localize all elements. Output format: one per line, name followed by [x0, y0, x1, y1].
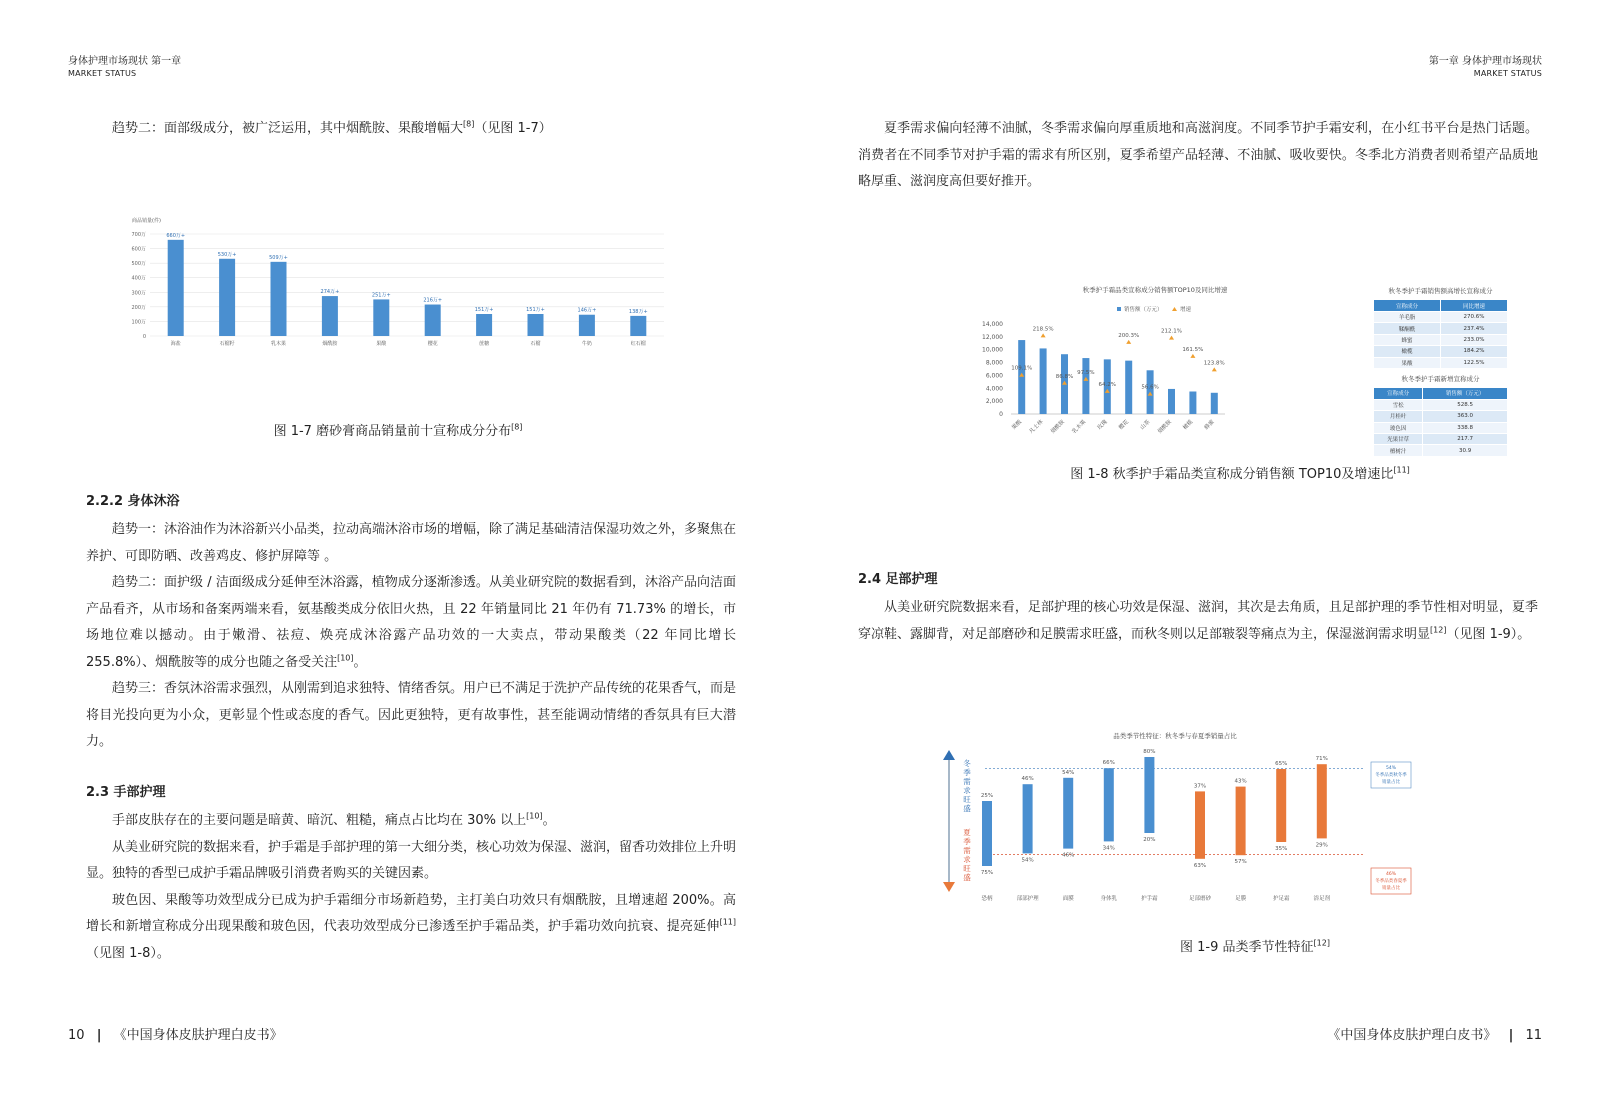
foot-p1-text: 从美业研究院数据来看，足部护理的核心功效是保湿、滋润，其次是去角质，且足部护理的季节性相对明显，夏季穿凉鞋、露脚背，对足部磨砂和足膜需求旺盛，而秋冬则以足部皲裂等痛点为主，保湿滋润需求明显	[858, 600, 1538, 642]
bar	[1082, 358, 1089, 414]
y-tick-label: 500万	[131, 261, 146, 268]
table-cell: 玻色因	[1374, 422, 1423, 433]
table-cell: 果酸	[1374, 357, 1441, 368]
x-tick-label: 红石榴	[630, 341, 646, 347]
hand-p1-end: 。	[542, 813, 556, 828]
x-tick-label: 恐柄	[981, 896, 993, 902]
axis-top-char: 求	[963, 786, 971, 795]
table-cell: 光果甘草	[1374, 434, 1423, 445]
y-tick-label: 2,000	[985, 398, 1003, 406]
ref-mark: [10]	[337, 653, 354, 663]
note-bottom-text: 46%	[1385, 872, 1397, 877]
growth-label: 64.2%	[1098, 381, 1117, 388]
table-cell: 233.0%	[1441, 334, 1508, 345]
fig7-caption	[118, 420, 678, 439]
axis-top-char: 冬	[963, 759, 971, 768]
aw-label: 66%	[1102, 760, 1115, 767]
ref-mark: [11]	[1393, 465, 1410, 475]
table-header-cell: 宣称成分	[1374, 387, 1423, 399]
bath-p1: 趋势一：沐浴油作为沐浴新兴小品类，拉动高端沐浴市场的增幅，除了满足基础清洁保湿功效之外，多聚焦在养护、可即防晒、改善鸡皮、修护屏障等 。	[86, 522, 737, 564]
table-cell: 蜂蜜	[1374, 334, 1441, 345]
axis-bottom-char: 需	[963, 846, 971, 855]
ref-mark: [8]	[511, 422, 523, 432]
y-tick-label: 4,000	[985, 385, 1003, 393]
right-header-subtitle: MARKET STATUS	[1473, 69, 1542, 78]
table-cell: 羊毛脂	[1374, 312, 1441, 323]
bar	[1063, 778, 1073, 849]
fig9-chart	[935, 728, 1425, 908]
x-tick-label: 山茶	[1139, 419, 1152, 432]
table-cell: 雪松	[1374, 399, 1423, 410]
growth-label: 212.1%	[1161, 328, 1182, 335]
fig8-caption-text: 图 1-8 秋季护手霜品类宣称成分销售额 TOP10及增速比	[1070, 467, 1394, 482]
trend2-text: 趋势二：面部级成分，被广泛运用，其中烟酰胺、果酸增幅大	[112, 121, 464, 136]
axis-bottom-char: 夏	[963, 828, 971, 837]
ss-label: 46%	[1062, 852, 1075, 859]
x-tick-label: 蔗糖	[479, 341, 490, 347]
new-ingredient-table	[1373, 387, 1508, 457]
growth-label: 86.8%	[1055, 373, 1074, 380]
left-footer-book-title: 《中国身体皮肤护理白皮书》	[113, 1028, 283, 1043]
bar	[1211, 393, 1218, 414]
y-tick-label: 100万	[131, 319, 146, 326]
axis-bottom-char: 季	[963, 837, 971, 846]
table-header-cell: 同比增速	[1441, 300, 1508, 312]
hand-p3-text: 玻色因、果酸等功效型成分已成为护手霜细分市场新趋势，主打美白功效只有烟酰胺，且增速超 200%。高增长和新增宣称成分出现果酸和玻色因，代表功效型成分已渗透至护手霜品类，护手霜功效向抗衰、提亮延伸	[86, 892, 736, 934]
x-tick-label: 牛奶	[581, 341, 592, 347]
fig8-tables	[1373, 284, 1508, 462]
fig9-caption	[905, 936, 1605, 955]
growth-table-title: 秋冬季护手霜销售额高增长宣称成分	[1388, 287, 1493, 295]
bar	[579, 315, 595, 336]
x-tick-label: 烟酰胺	[1156, 419, 1173, 436]
left-footer	[68, 1024, 283, 1043]
bar	[630, 316, 646, 336]
hand-p1	[86, 808, 736, 835]
y-tick-label: 0	[142, 334, 146, 340]
x-tick-label: 护足霜	[1272, 896, 1290, 902]
table-cell: 363.0	[1423, 411, 1508, 422]
table-cell: 檀树汁	[1374, 445, 1423, 456]
x-tick-label: 橄榄	[1182, 419, 1195, 432]
growth-label: 218.5%	[1032, 326, 1054, 333]
x-tick-label: 身体乳	[1100, 896, 1118, 902]
table-row	[1374, 434, 1508, 445]
growth-label: 109.1%	[1011, 365, 1033, 372]
bar	[1236, 787, 1246, 856]
bar	[1023, 784, 1033, 853]
aw-label: 43%	[1234, 778, 1247, 785]
axis-top-char: 盛	[963, 804, 971, 813]
growth-label: 123.8%	[1203, 360, 1225, 367]
ref-mark: [11]	[719, 917, 736, 927]
chart-title: 秋季护手霜品类宣称成分销售额TOP10及同比增速	[1082, 286, 1228, 294]
bar	[1040, 348, 1047, 414]
chart-title: 品类季节性特征：秋冬季与春夏季销量占比	[1113, 732, 1237, 740]
bath-paragraphs	[86, 517, 736, 756]
left-header-subtitle: MARKET STATUS	[68, 69, 137, 78]
fig9-caption-text: 图 1-9 品类季节性特征	[1180, 940, 1314, 955]
legend-swatch-growth	[1172, 307, 1177, 311]
y-tick-label: 8,000	[985, 359, 1003, 367]
table-cell: 338.8	[1423, 422, 1508, 433]
y-tick-label: 10,000	[982, 346, 1003, 354]
aw-label: 37%	[1193, 783, 1207, 790]
x-tick-label: 玫瑰	[1096, 419, 1109, 432]
growth-marker	[1169, 336, 1174, 340]
ss-label: 54%	[1021, 857, 1034, 864]
season-arrow-down	[943, 882, 955, 892]
hand-p3	[86, 888, 736, 968]
aw-label: 80%	[1143, 749, 1156, 755]
x-tick-label: 烟酰胺	[1049, 419, 1066, 436]
x-tick-label: 凡士林	[1028, 419, 1045, 436]
fig8-caption	[905, 463, 1575, 482]
x-tick-label: 面膜	[1062, 896, 1074, 902]
bar	[1276, 769, 1286, 842]
growth-marker	[1212, 367, 1217, 371]
right-header	[1429, 56, 1542, 80]
table-cell: 橄榄	[1374, 346, 1441, 357]
right-page-number: 11	[1525, 1028, 1542, 1043]
bar	[476, 314, 492, 336]
data-label: 660万+	[166, 232, 186, 239]
note-top-text: 54%	[1385, 766, 1397, 771]
table-header-cell: 销售额（万元）	[1423, 387, 1508, 399]
aw-label: 25%	[980, 793, 994, 799]
hand-p1-text: 手部皮肤存在的主要问题是暗黄、暗沉、粗糙，痛点占比均在 30% 以上	[112, 813, 527, 828]
y-tick-label: 300万	[131, 290, 146, 297]
table-cell: 月桂叶	[1374, 411, 1423, 422]
right-footer	[1327, 1024, 1542, 1043]
aw-label: 46%	[1021, 776, 1034, 783]
season-paragraph	[858, 116, 1538, 196]
table-row	[1374, 422, 1508, 433]
growth-label: 200.3%	[1118, 332, 1140, 339]
x-tick-label: 蜂蜜	[1203, 419, 1216, 432]
bar	[1189, 392, 1196, 415]
bar	[1168, 389, 1175, 414]
aw-label: 54%	[1062, 769, 1075, 776]
x-tick-label: 石榴籽	[219, 341, 235, 347]
bar	[271, 262, 287, 336]
data-label: 138万+	[628, 308, 648, 315]
bar	[322, 296, 338, 336]
section-2-4-title: 2.4 足部护理	[858, 572, 938, 587]
x-tick-label: 乳木果	[1071, 419, 1088, 436]
table-row	[1374, 323, 1508, 334]
left-header-title: 身体护理市场现状 第一章	[68, 56, 182, 67]
bar	[1104, 768, 1114, 841]
y-tick-label: 400万	[131, 275, 146, 282]
growth-marker	[1190, 354, 1195, 358]
trend2-after: （见图 1-7）	[474, 121, 552, 136]
bath-p3: 趋势三：香氛沐浴需求强烈，从刚需到追求独特、情绪香氛。用户已不满足于洗护产品传统的花果香气，而是将目光投向更为小众，更彰显个性或态度的香气。因此更独特，更有故事性，甚至能调动情绪的香氛具有巨大潜力。	[86, 681, 737, 749]
bar	[219, 259, 235, 336]
ss-label: 34%	[1102, 845, 1115, 852]
table-row	[1374, 399, 1508, 410]
x-tick-label: 乳木果	[270, 341, 287, 347]
axis-top-char: 旺	[963, 795, 971, 804]
footer-separator: |	[1508, 1028, 1514, 1043]
aw-label: 65%	[1275, 761, 1288, 767]
growth-label: 56.6%	[1141, 384, 1159, 391]
y-axis-label: 商品销量(件)	[132, 218, 161, 224]
bar	[1125, 361, 1132, 414]
data-label: 274万+	[320, 289, 340, 296]
x-tick-label: 足部磨砂	[1188, 896, 1212, 902]
y-tick-label: 600万	[131, 246, 146, 253]
note-top-text: 冬季品类秋冬季	[1375, 773, 1407, 778]
axis-bottom-char: 求	[963, 855, 971, 864]
season-arrow-up	[943, 750, 955, 760]
ss-label: 20%	[1143, 837, 1156, 843]
bar	[1317, 764, 1327, 838]
legend-label: 增速	[1180, 307, 1192, 313]
x-tick-label: 石榴	[530, 341, 541, 347]
bar	[373, 299, 389, 336]
x-tick-label: 护手霜	[1141, 896, 1158, 902]
season-p1: 夏季需求偏向轻薄不油腻，冬季需求偏向厚重质地和高滋润度。不同季节护手霜安利，在小红书平台是热门话题。消费者在不同季节对护手霜的需求有所区别，夏季希望产品轻薄、不油腻、吸收要快。冬季北方消费者则希望产品质地略厚重、滋润度高但要好推开。	[858, 121, 1538, 189]
growth-label: 161.5%	[1182, 346, 1204, 353]
section-2-2-2-title: 2.2.2 身体沐浴	[86, 494, 180, 509]
axis-top-char: 需	[963, 777, 971, 786]
table-cell: 30.9	[1423, 445, 1508, 456]
fig8-chart	[967, 282, 1367, 457]
table-header-cell: 宣称成分	[1374, 300, 1441, 312]
table-row	[1374, 357, 1508, 368]
growth-table	[1373, 299, 1508, 369]
bath-p2-text: 趋势二：面护级 / 洁面级成分延伸至沐浴露，植物成分逐渐渗透。从美业研究院的数据看到，沐浴产品向洁面产品看齐，从市场和备案两端来看，氨基酸类成分依旧火热，且 22 年销量同比 21 年仍有 71.73% 的增长，市场地位难以撼动。由于嫩滑、祛痘、焕亮成沐浴露产品功效的一大卖点，带动果酸类（22 年同比增长 255.8%）、烟酰胺等的成分也随之备受关注	[86, 575, 736, 670]
table-cell: 鞣酮酰	[1374, 323, 1441, 334]
axis-bottom-char: 旺	[963, 864, 971, 873]
x-tick-label: 果酸	[1011, 419, 1024, 432]
x-tick-label: 浴足剂	[1313, 896, 1331, 902]
table-row	[1374, 445, 1508, 456]
growth-label: 97.5%	[1077, 369, 1095, 376]
legend-swatch-sales	[1117, 307, 1121, 311]
ref-mark: [12]	[1430, 625, 1447, 635]
left-header	[68, 56, 181, 80]
y-tick-label: 14,000	[982, 321, 1003, 328]
data-label: 146万+	[577, 307, 597, 314]
note-bottom-text: 冬季品类春夏季	[1375, 879, 1407, 884]
growth-marker	[1041, 333, 1046, 337]
data-label: 151万+	[474, 306, 494, 313]
data-label: 151万+	[526, 306, 545, 313]
x-tick-label: 海盐	[170, 341, 181, 347]
ss-label: 57%	[1234, 859, 1247, 866]
y-tick-label: 0	[999, 411, 1003, 418]
x-tick-label: 烟酰胺	[322, 341, 338, 347]
left-page-number: 10	[68, 1028, 85, 1043]
right-footer-book-title: 《中国身体皮肤护理白皮书》	[1327, 1028, 1497, 1043]
table-cell: 528.5	[1423, 399, 1508, 410]
x-tick-label: 果酸	[376, 341, 387, 347]
note-top-text: 销量占比	[1382, 780, 1400, 785]
footer-separator: |	[96, 1028, 102, 1043]
bath-p2-end: 。	[353, 654, 367, 670]
bar	[982, 801, 992, 866]
table-row	[1374, 411, 1508, 422]
ss-label: 29%	[1315, 842, 1328, 849]
axis-top-char: 季	[963, 768, 971, 777]
fig7-chart	[118, 172, 678, 402]
table-row	[1374, 312, 1508, 323]
table-row	[1374, 346, 1508, 357]
ss-label: 35%	[1275, 846, 1288, 852]
data-label: 530万+	[217, 251, 237, 258]
ref-mark: [10]	[526, 811, 543, 821]
hand-p3-end: （见图 1-8）。	[86, 945, 170, 961]
right-header-title: 第一章 身体护理市场现状	[1428, 56, 1542, 67]
legend-label: 销售额（万元）	[1124, 307, 1163, 313]
axis-bottom-char: 盛	[963, 873, 971, 882]
ref-mark: [8]	[463, 119, 475, 129]
x-tick-label: 樱花	[1118, 419, 1131, 432]
trend2-line	[86, 116, 736, 143]
foot-p1-end: （见图 1-9）。	[1446, 626, 1531, 642]
table-cell: 270.6%	[1441, 312, 1508, 323]
x-tick-label: 樱花	[427, 341, 438, 347]
y-tick-label: 200万	[131, 304, 146, 311]
y-tick-label: 6,000	[985, 372, 1003, 380]
x-tick-label: 足膜	[1235, 896, 1247, 902]
section-2-3-title: 2.3 手部护理	[86, 785, 166, 800]
note-bottom-text: 销量占比	[1382, 886, 1400, 891]
hand-paragraphs	[86, 808, 736, 967]
ss-label: 75%	[980, 870, 994, 876]
bar	[1195, 791, 1205, 858]
bar	[1018, 340, 1025, 414]
x-tick-label: 部部护理	[1016, 896, 1039, 902]
bar	[1144, 757, 1154, 833]
new-ingredient-table-title: 秋冬季护手霜新增宣称成分	[1401, 374, 1480, 383]
foot-paragraph	[858, 595, 1538, 648]
bath-p2	[86, 570, 736, 676]
ref-mark: [12]	[1313, 938, 1330, 948]
table-cell: 122.5%	[1441, 357, 1508, 368]
data-label: 251万+	[371, 292, 391, 299]
y-tick-label: 700万	[131, 232, 146, 238]
growth-marker	[1126, 340, 1131, 344]
ss-label: 63%	[1193, 862, 1207, 869]
bar	[528, 314, 544, 336]
hand-p2: 从美业研究院的数据来看，护手霜是手部护理的第一大细分类，核心功效为保湿、滋润，留香功效排位上升明显。独特的香型已成护手霜品牌吸引消费者购买的关键因素。	[86, 839, 737, 881]
aw-label: 71%	[1315, 756, 1328, 763]
bar	[425, 305, 441, 336]
bar	[168, 240, 184, 336]
table-cell: 237.4%	[1441, 323, 1508, 334]
y-tick-label: 12,000	[982, 333, 1003, 341]
data-label: 216万+	[423, 297, 443, 304]
table-cell: 184.2%	[1441, 346, 1508, 357]
data-label: 509万+	[269, 254, 288, 261]
table-cell: 217.7	[1423, 434, 1508, 445]
right-page	[805, 0, 1610, 1100]
fig7-caption-text: 图 1-7 磨砂膏商品销量前十宣称成分分布	[273, 424, 512, 439]
table-row	[1374, 334, 1508, 345]
